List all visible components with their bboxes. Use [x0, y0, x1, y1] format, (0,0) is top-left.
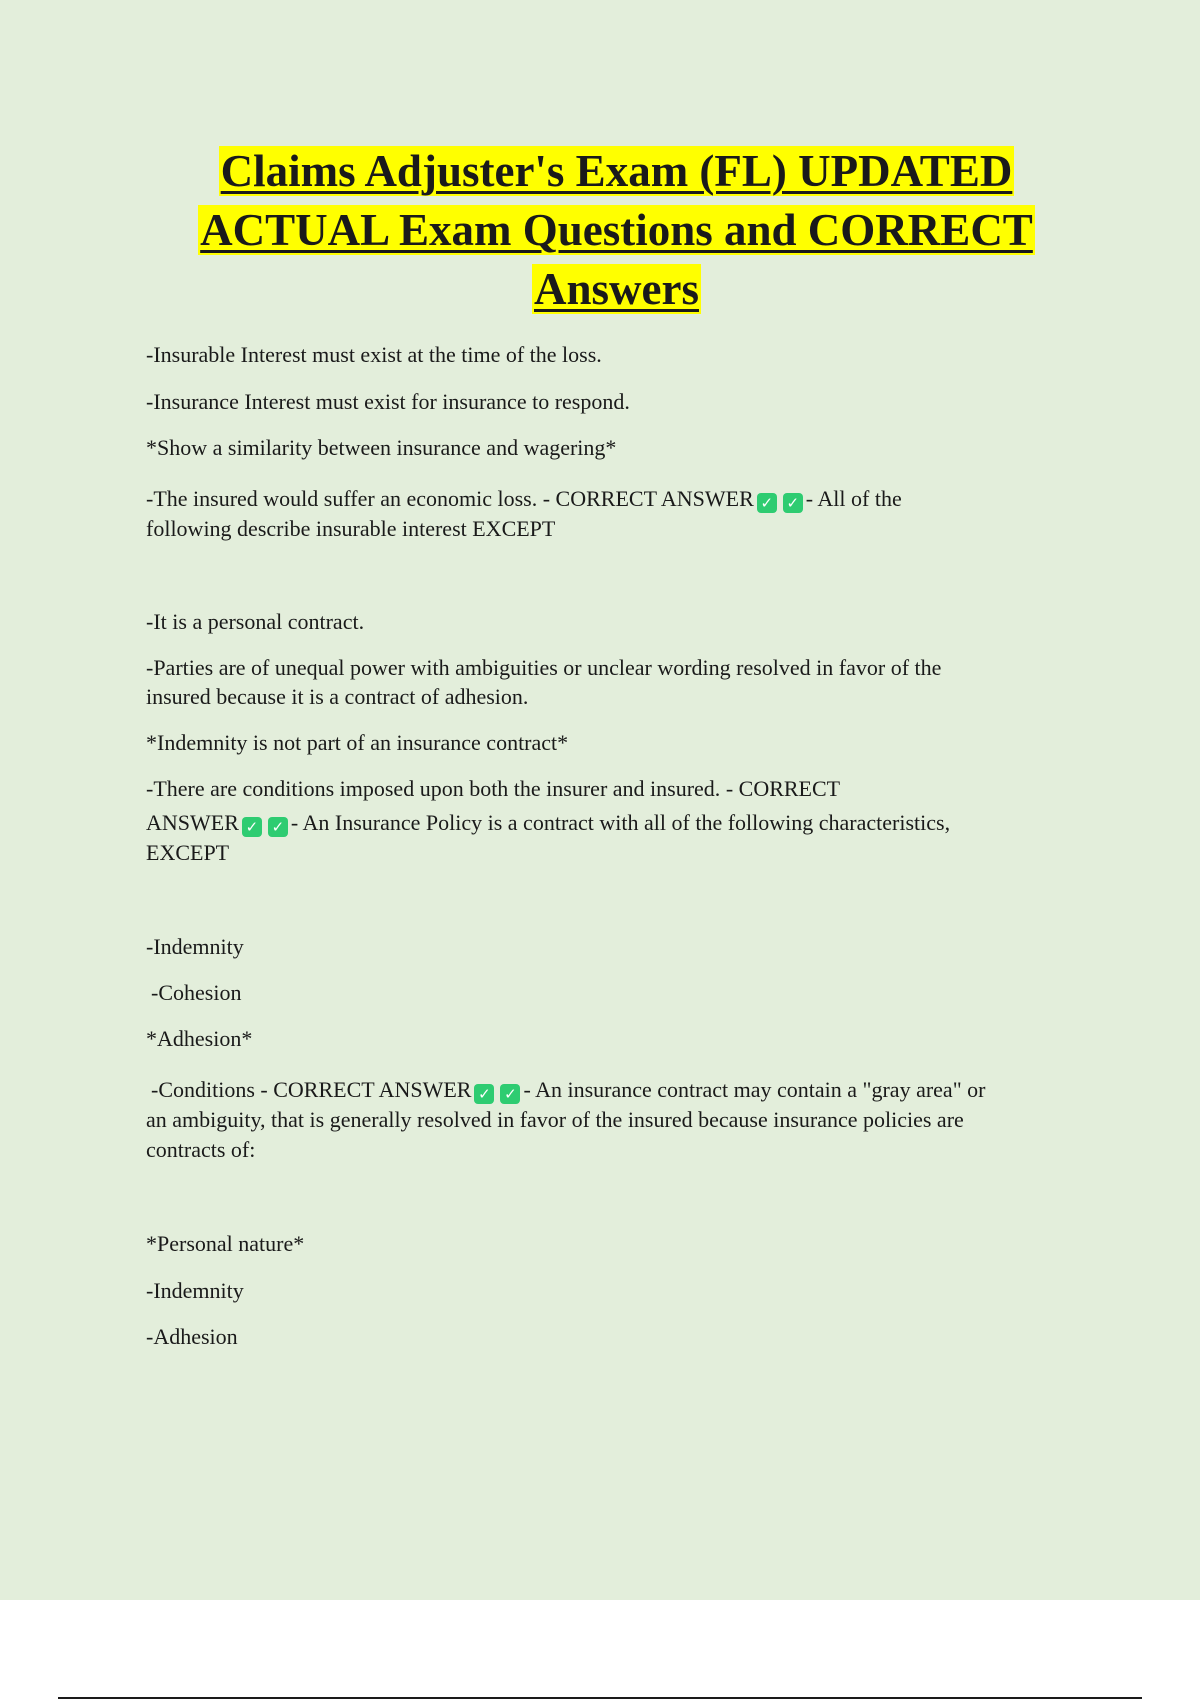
- answer-text: -Conditions: [151, 1077, 255, 1102]
- correct-answer-label: - CORRECT ANSWER: [260, 1077, 472, 1102]
- title-line-2: ACTUAL Exam Questions and CORRECT: [200, 205, 1033, 255]
- option-line: -Parties are of unequal power with ambiguities or unclear wording resolved in favor of the: [146, 655, 942, 680]
- check-mark-icon: ✓: [500, 1084, 520, 1104]
- option-line: *Indemnity is not part of an insurance contract*: [146, 730, 569, 755]
- option-line: -Insurable Interest must exist at the time of the loss.: [146, 342, 602, 367]
- option-line: *Personal nature*: [146, 1231, 305, 1256]
- correct-answer-label: ANSWER: [146, 810, 239, 835]
- document-title: [100, 142, 1133, 319]
- title-line-3: Answers: [534, 264, 699, 314]
- check-mark-icon: ✓: [757, 493, 777, 513]
- check-mark-icon: ✓: [242, 817, 262, 837]
- question-line: following describe insurable interest EXCEPT: [146, 516, 556, 541]
- question-text: - All of the: [805, 486, 902, 511]
- answer-line: [146, 774, 1086, 804]
- footer-divider: [58, 1697, 1142, 1699]
- answer-line: [146, 484, 1086, 514]
- option-line: *Adhesion*: [146, 1026, 253, 1051]
- option-line: insured because it is a contract of adhesion.: [146, 684, 529, 709]
- title-line-1: Claims Adjuster's Exam (FL) UPDATED: [220, 146, 1013, 196]
- check-mark-icon: ✓: [268, 817, 288, 837]
- option-line: -Adhesion: [146, 1324, 238, 1349]
- answer-text: -There are conditions imposed upon both the insurer and insured.: [146, 776, 721, 801]
- check-mark-icon: ✓: [474, 1084, 494, 1104]
- check-mark-icon: ✓: [783, 493, 803, 513]
- option-line: *Show a similarity between insurance and wagering*: [146, 435, 617, 460]
- correct-answer-label: - CORRECT: [725, 776, 841, 801]
- answer-text: -The insured would suffer an economic loss.: [146, 486, 538, 511]
- option-line: -Indemnity: [146, 1278, 244, 1303]
- answer-line: [151, 1075, 1091, 1105]
- option-line: -Cohesion: [151, 980, 242, 1005]
- option-line: -It is a personal contract.: [146, 609, 365, 634]
- option-line: -Insurance Interest must exist for insurance to respond.: [146, 389, 630, 414]
- correct-answer-label: - CORRECT ANSWER: [542, 486, 754, 511]
- question-line: EXCEPT: [146, 840, 230, 865]
- answer-line-cont: [146, 808, 1086, 838]
- question-line: contracts of:: [146, 1137, 256, 1162]
- question-text: - An insurance contract may contain a "gray area" or: [523, 1077, 986, 1102]
- option-line: -Indemnity: [146, 934, 244, 959]
- question-text: - An Insurance Policy is a contract with all of the following characteristics,: [290, 810, 951, 835]
- question-line: an ambiguity, that is generally resolved in favor of the insured because insurance policies are: [146, 1107, 964, 1132]
